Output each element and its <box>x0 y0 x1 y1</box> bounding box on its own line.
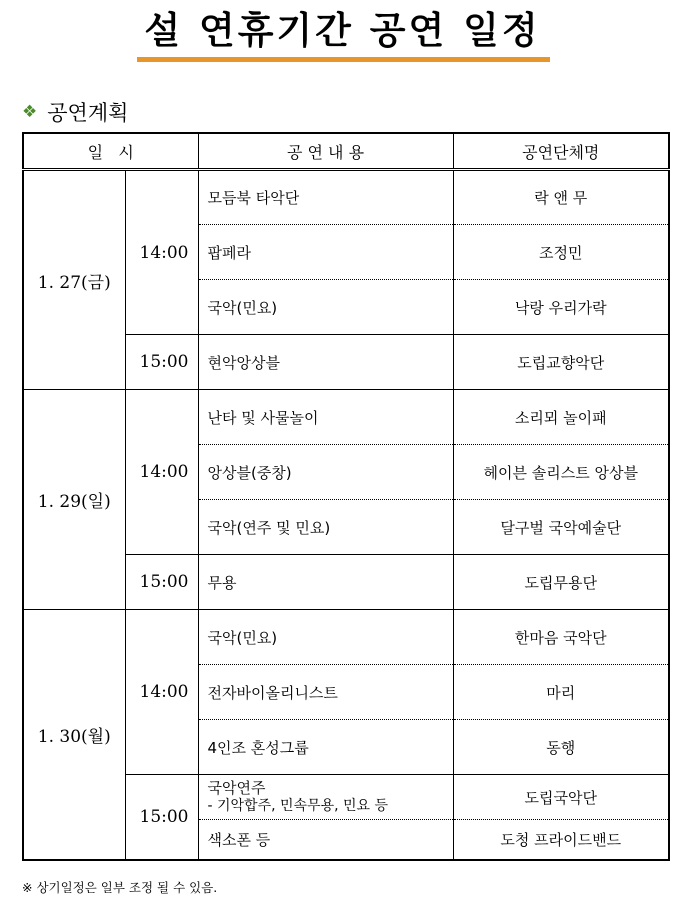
content-cell: 전자바이올리니스트 <box>198 665 453 720</box>
group-cell: 동행 <box>453 720 669 775</box>
schedule-table <box>22 132 670 861</box>
group-cell: 한마음 국악단 <box>453 610 669 665</box>
content-line-2: - 기악합주, 민속무용, 민요 등 <box>207 798 389 814</box>
group-cell: 도립교향악단 <box>453 335 669 390</box>
time-cell: 15:00 <box>125 335 198 390</box>
group-cell: 도립무용단 <box>453 555 669 610</box>
content-cell: 국악(연주 및 민요) <box>198 500 453 555</box>
group-cell: 달구벌 국악예술단 <box>453 500 669 555</box>
section-label: 공연계획 <box>47 101 129 125</box>
content-cell: 앙상블(중창) <box>198 445 453 500</box>
table-row <box>23 390 669 445</box>
group-cell: 헤이븐 솔리스트 앙상블 <box>453 445 669 500</box>
group-cell: 락 앤 무 <box>453 170 669 225</box>
group-cell: 도청 프라이드밴드 <box>453 820 669 860</box>
content-cell <box>198 775 453 820</box>
content-cell: 색소폰 등 <box>198 820 453 860</box>
content-cell: 난타 및 사물놀이 <box>198 390 453 445</box>
date-cell: 1. 29(일) <box>23 390 125 610</box>
content-cell: 무용 <box>198 555 453 610</box>
title-underline <box>137 57 550 62</box>
date-cell: 1. 27(금) <box>23 170 125 390</box>
group-cell: 소리뫼 놀이패 <box>453 390 669 445</box>
content-cell: 국악(민요) <box>198 610 453 665</box>
group-cell: 낙랑 우리가락 <box>453 280 669 335</box>
header-group: 공연단체명 <box>453 133 669 170</box>
table-header-row <box>23 133 669 170</box>
table-row <box>23 170 669 225</box>
content-cell: 모듬북 타악단 <box>198 170 453 225</box>
time-cell: 14:00 <box>125 390 198 555</box>
time-cell: 15:00 <box>125 775 198 860</box>
table-row <box>23 610 669 665</box>
time-cell: 14:00 <box>125 610 198 775</box>
diamond-bullet-icon: ❖ <box>22 102 38 122</box>
time-cell: 14:00 <box>125 170 198 335</box>
group-cell: 도립국악단 <box>453 775 669 820</box>
section-heading <box>22 97 128 127</box>
group-cell: 마리 <box>453 665 669 720</box>
date-cell: 1. 30(월) <box>23 610 125 860</box>
content-cell: 팝페라 <box>198 225 453 280</box>
content-cell: 현악앙상블 <box>198 335 453 390</box>
document-title: 설 연휴기간 공연 일정 <box>144 9 541 52</box>
time-cell: 15:00 <box>125 555 198 610</box>
header-date: 일 시 <box>23 133 198 170</box>
content-cell: 4인조 혼성그룹 <box>198 720 453 775</box>
document-title-wrap <box>135 8 550 54</box>
group-cell: 조정민 <box>453 225 669 280</box>
content-cell: 국악(민요) <box>198 280 453 335</box>
content-line-1: 국악연주 <box>207 779 266 797</box>
header-content: 공 연 내 용 <box>198 133 453 170</box>
footnote: ※ 상기일정은 일부 조정 될 수 있음. <box>22 880 218 895</box>
